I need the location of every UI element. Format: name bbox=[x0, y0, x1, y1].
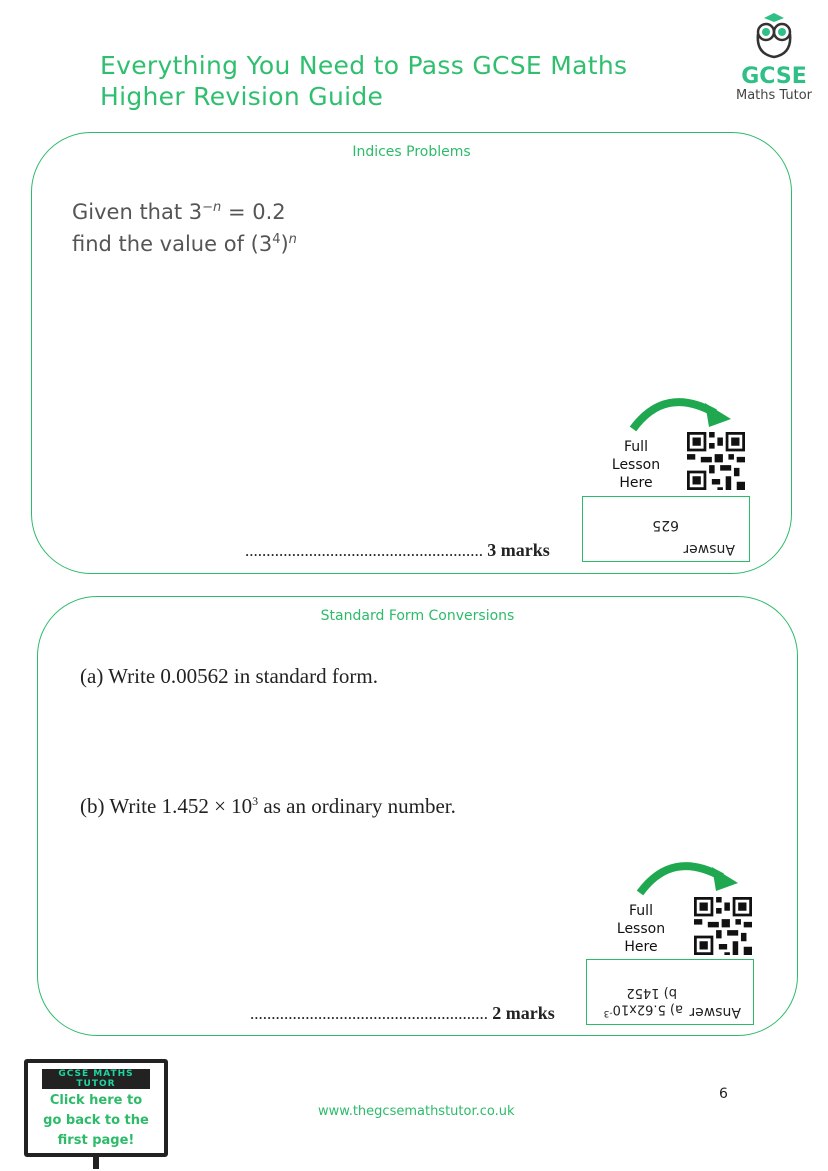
lesson-text: Here bbox=[619, 475, 653, 491]
dots: ........................................................ bbox=[245, 541, 483, 560]
lesson-text: Lesson bbox=[611, 457, 661, 473]
answer-line bbox=[250, 1003, 555, 1024]
lesson-text: Full bbox=[629, 903, 653, 919]
answer-a bbox=[604, 1002, 683, 1018]
title-line-2: Higher Revision Guide bbox=[100, 82, 384, 111]
q-text: as an ordinary number. bbox=[258, 794, 456, 818]
owl-icon bbox=[752, 10, 796, 60]
answer-label: Answer bbox=[689, 1004, 741, 1020]
qr-code-icon[interactable] bbox=[694, 897, 752, 955]
q-text: = 0.2 bbox=[221, 200, 286, 224]
answer-label: Answer bbox=[683, 541, 735, 557]
full-lesson-link[interactable] bbox=[606, 438, 666, 492]
answer-a-text: a) 5.62x10 bbox=[612, 1001, 683, 1017]
card-title: Standard Form Conversions bbox=[320, 608, 515, 624]
title-line-1: Everything You Need to Pass GCSE Maths bbox=[100, 51, 628, 80]
q-sup: n bbox=[288, 232, 297, 247]
qr-code-icon[interactable] bbox=[687, 432, 745, 490]
lesson-text: Lesson bbox=[616, 921, 666, 937]
answer-line bbox=[245, 540, 550, 561]
q-text: (b) Write 1.452 × 10 bbox=[80, 794, 253, 818]
question-a: (a) Write 0.00562 in standard form. bbox=[80, 664, 378, 688]
page-title bbox=[100, 50, 627, 112]
q-sup: 4 bbox=[272, 232, 281, 247]
full-lesson-link[interactable] bbox=[611, 902, 671, 956]
tv-stand bbox=[93, 1155, 99, 1169]
question-text bbox=[72, 194, 297, 258]
q-sup: 3 bbox=[252, 794, 259, 808]
answer-a-sup: -3 bbox=[603, 1008, 613, 1018]
answer-box bbox=[586, 959, 754, 1025]
answer-box bbox=[582, 496, 750, 562]
q-sup: −n bbox=[202, 200, 222, 215]
question-b bbox=[80, 794, 456, 819]
answer-b: b) 1452 bbox=[626, 985, 677, 1000]
logo bbox=[728, 10, 820, 103]
logo-subtext: Maths Tutor bbox=[735, 88, 813, 103]
tv-text: Click here to go back to the first page! bbox=[43, 1093, 149, 1148]
back-to-first-page-button[interactable] bbox=[24, 1059, 168, 1157]
dots: ........................................................ bbox=[250, 1004, 488, 1023]
website-link[interactable]: www.thegcsemathstutor.co.uk bbox=[318, 1104, 515, 1119]
card-title: Indices Problems bbox=[352, 144, 471, 160]
answer-value: 625 bbox=[652, 517, 679, 533]
q-text: Given that 3 bbox=[72, 200, 203, 224]
marks: 3 marks bbox=[487, 540, 550, 560]
arrow-icon bbox=[632, 857, 742, 897]
q-text: find the value of (3 bbox=[72, 232, 273, 256]
page-number: 6 bbox=[719, 1086, 728, 1102]
logo-text: GCSE bbox=[741, 64, 807, 89]
arrow-icon bbox=[625, 393, 735, 433]
lesson-text: Here bbox=[624, 939, 658, 955]
lesson-text: Full bbox=[624, 439, 648, 455]
tv-header: GCSE MATHS TUTOR bbox=[42, 1069, 150, 1089]
marks: 2 marks bbox=[492, 1003, 555, 1023]
q-text: ) bbox=[280, 232, 289, 256]
